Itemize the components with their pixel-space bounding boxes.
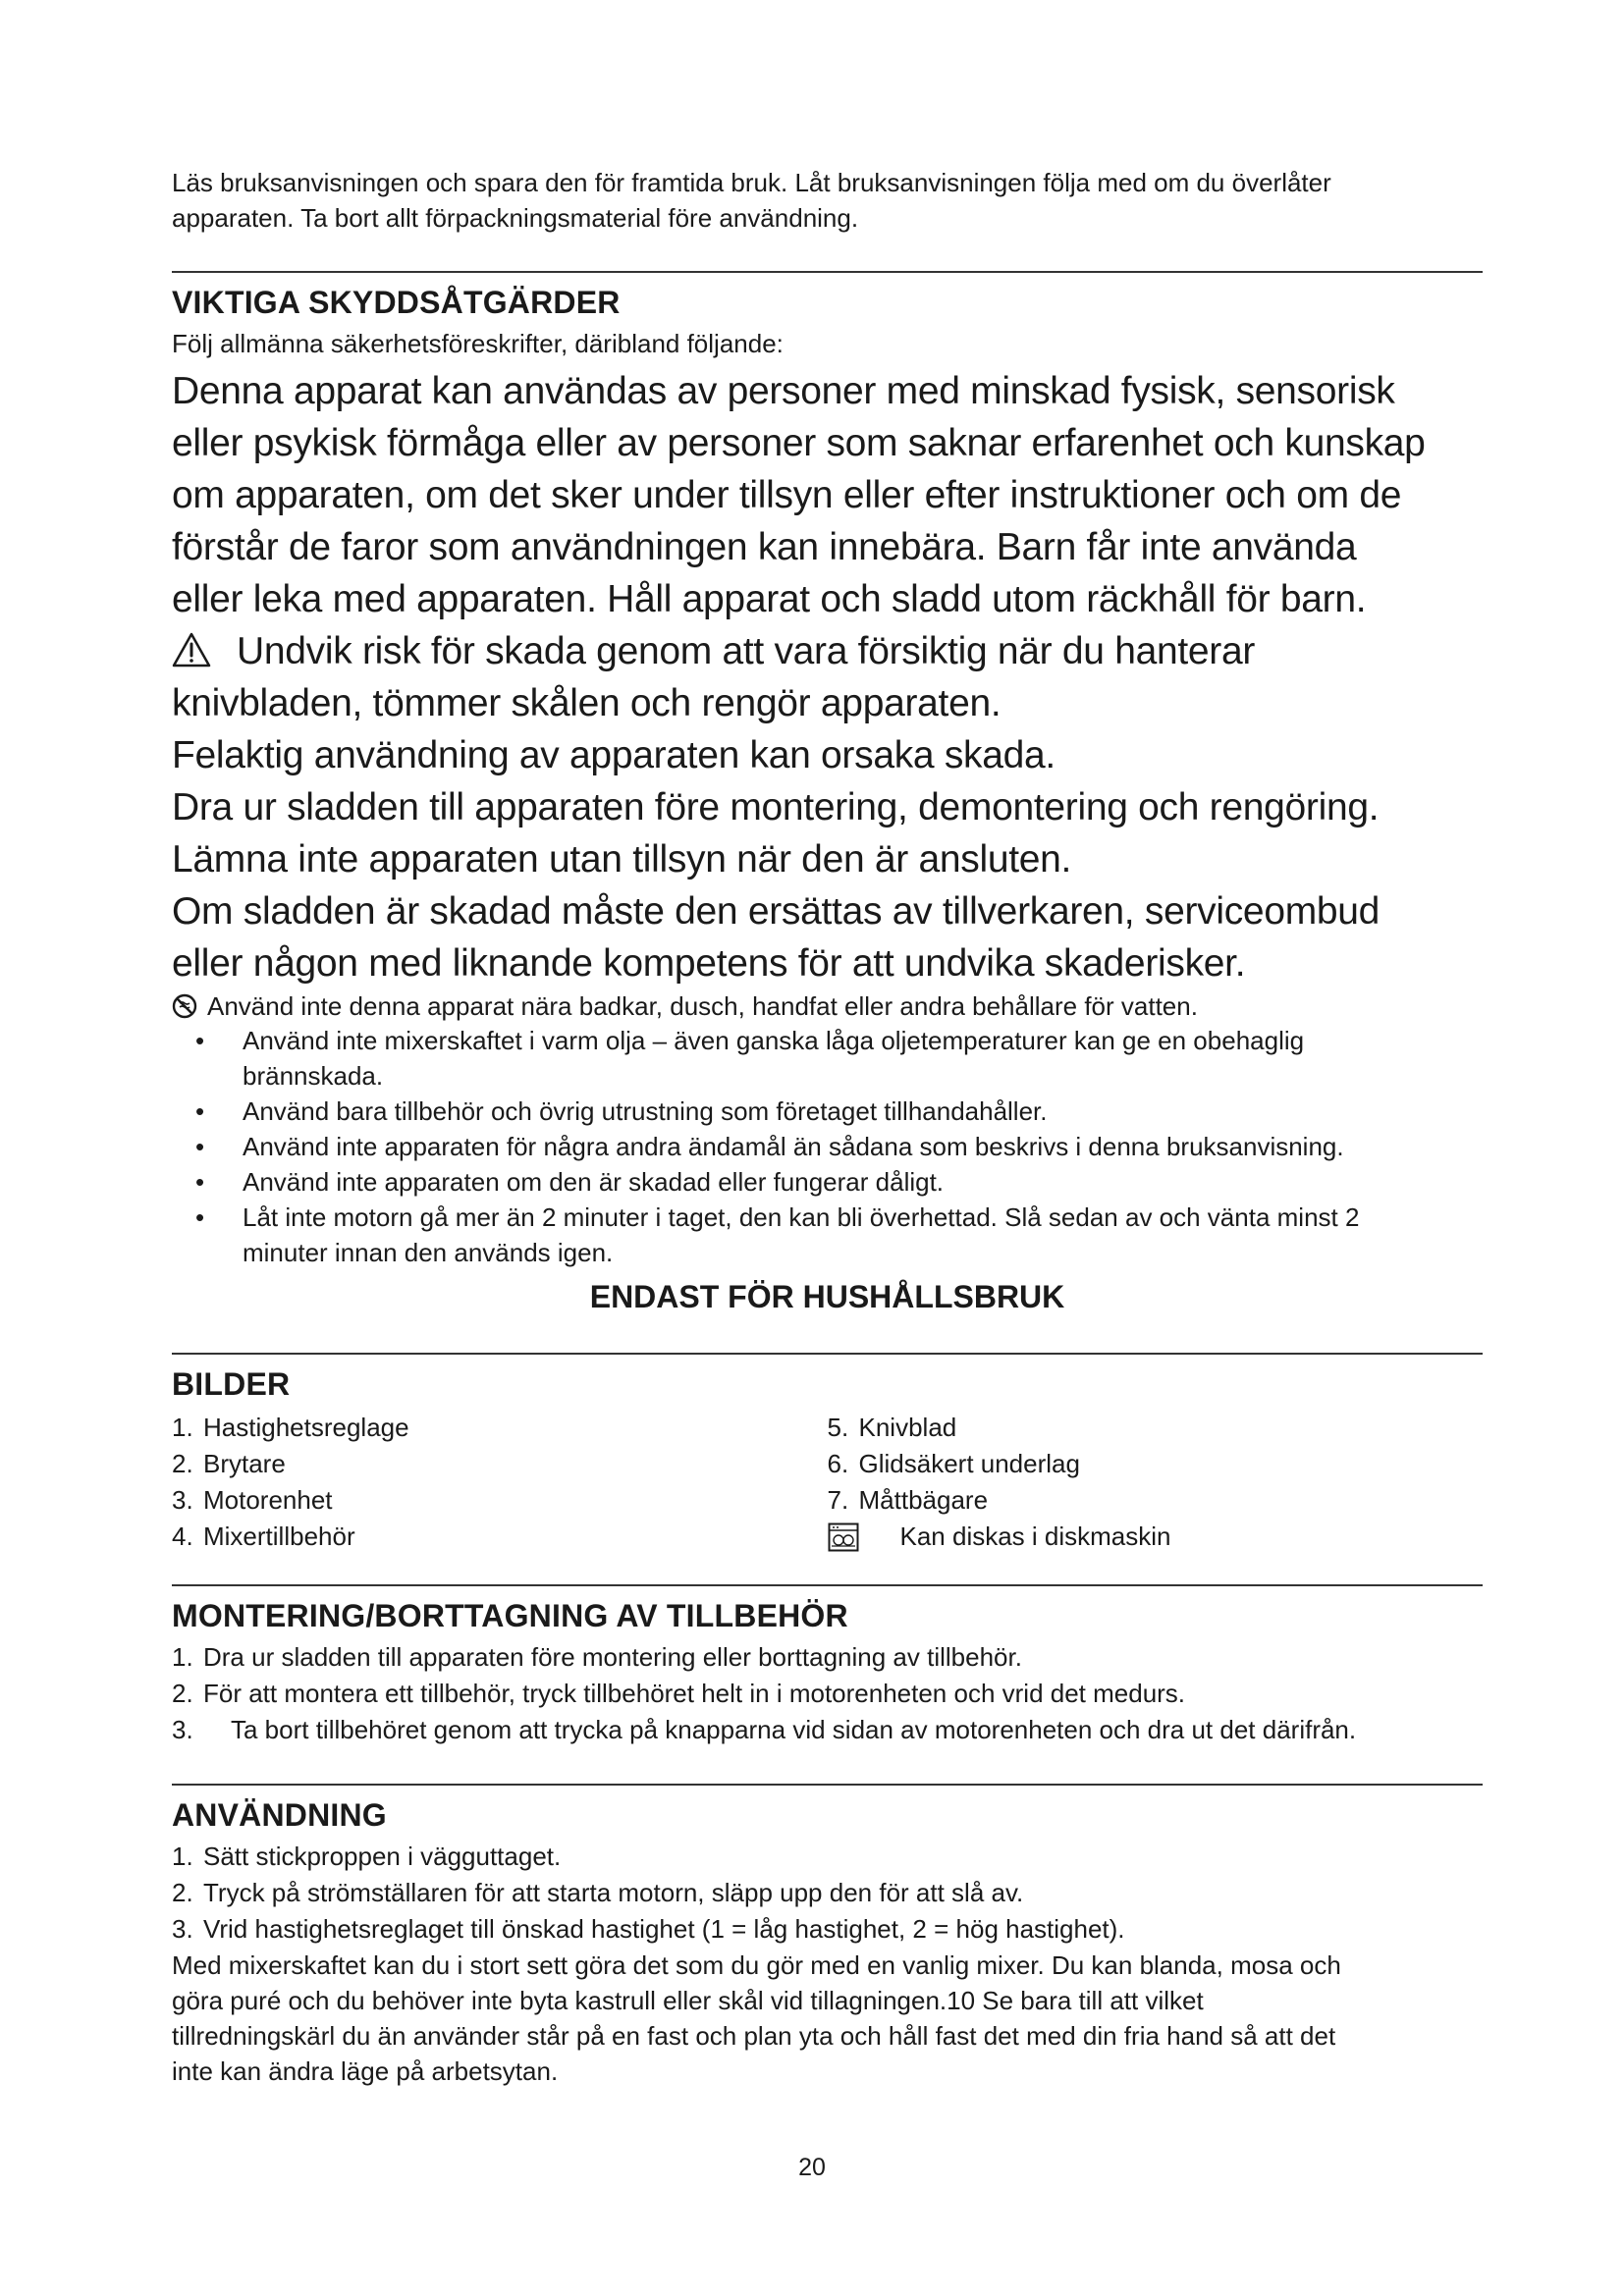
bullet: • — [195, 1202, 205, 1232]
list-item: • Använd inte apparaten för några andra ändamål än sådana som beskrivs i denna bruksanvisning. — [172, 1129, 1483, 1164]
intro-line: apparaten. Ta bort allt förpackningsmaterial före användning. — [172, 203, 859, 233]
section-divider — [172, 1584, 1483, 1586]
list-item: • Använd bara tillbehör och övrig utrustning som företaget tillhandahåller. — [172, 1094, 1483, 1129]
list-item: 7. Måttbägare — [827, 1485, 989, 1515]
list-item: 5. Knivblad — [827, 1413, 957, 1442]
assembly-section — [172, 1584, 1483, 1748]
list-item: • Låt inte motorn gå mer än 2 minuter i taget, den kan bli överhettad. Slå sedan av och vänta minst 2 minuter innan den används igen. — [172, 1200, 1483, 1270]
dishwasher-note — [828, 1519, 1484, 1555]
paragraph-line: Med mixerskaftet kan du i stort sett göra det som du gör med en vanlig mixer. Du kan blanda, mosa och — [172, 1950, 1341, 1980]
intro-line: Läs bruksanvisningen och spara den för framtida bruk. Låt bruksanvisningen följa med om du överlåter — [172, 168, 1331, 197]
safety-section — [172, 271, 1483, 1317]
safety-heading: VIKTIGA SKYDDSÅTGÄRDER — [172, 285, 621, 320]
assembly-heading: MONTERING/BORTTAGNING AV TILLBEHÖR — [172, 1598, 848, 1633]
pictures-section — [172, 1353, 1483, 1555]
dishwasher-text: Kan diskas i diskmaskin — [899, 1522, 1171, 1551]
page-number: 20 — [798, 2154, 826, 2181]
safety-large-text — [172, 365, 1483, 989]
intro-paragraph — [172, 165, 1483, 236]
household-use-notice: ENDAST FÖR HUSHÅLLSBRUK — [589, 1279, 1065, 1314]
usage-paragraph — [172, 1948, 1483, 2089]
bullet: • — [195, 1132, 205, 1161]
large-line: eller någon med liknande kompetens för att undvika skaderisker. — [172, 942, 1246, 985]
list-item: 2. Tryck på strömställaren för att starta motorn, släpp upp den för att slå av. — [172, 1878, 1024, 1907]
list-item: • Använd inte mixerskaftet i varm olja – även ganska låga oljetemperaturer kan ge en obehaglig brännskada. — [172, 1023, 1483, 1094]
warning-line — [172, 625, 1483, 677]
list-item: 1. Sätt stickproppen i vägguttaget. — [172, 1842, 562, 1871]
large-line: förstår de faror som användningen kan innebära. Barn får inte använda — [172, 526, 1357, 568]
list-item: 1. Hastighetsreglage — [172, 1413, 409, 1442]
bullet: • — [195, 1026, 205, 1055]
assembly-steps — [172, 1639, 1483, 1748]
usage-heading: ANVÄNDNING — [172, 1797, 387, 1833]
parts-column-right — [828, 1410, 1484, 1555]
large-line: eller leka med apparaten. Håll apparat och sladd utom räckhåll för barn. — [172, 578, 1367, 620]
dishwasher-icon — [828, 1522, 859, 1552]
list-item: 1. Dra ur sladden till apparaten före montering eller borttagning av tillbehör. — [172, 1642, 1022, 1672]
no-water-text: Använd inte denna apparat nära badkar, dusch, handfat eller andra behållare för vatten. — [207, 991, 1198, 1021]
list-item: 2. Brytare — [172, 1449, 286, 1478]
safety-bullet-list — [172, 1023, 1483, 1270]
large-line: Felaktig användning av apparaten kan orsaka skada. — [172, 734, 1056, 776]
warning-text: Undvik risk för skada genom att vara försiktig när du hanterar — [237, 630, 1256, 672]
parts-column-left — [172, 1410, 828, 1555]
large-line: Om sladden är skadad måste den ersättas av tillverkaren, serviceombud — [172, 890, 1380, 933]
section-divider — [172, 271, 1483, 273]
list-item: 3. Vrid hastighetsreglaget till önskad hastighet (1 = låg hastighet, 2 = hög hastighet). — [172, 1914, 1125, 1944]
list-item: 2. För att montera ett tillbehör, tryck tillbehöret helt in i motorenheten och vrid det medurs. — [172, 1679, 1186, 1708]
bullet: • — [195, 1167, 205, 1197]
paragraph-line: inte kan ändra läge på arbetsytan. — [172, 2056, 559, 2086]
list-item: • Använd inte apparaten om den är skadad eller fungerar dåligt. — [172, 1164, 1483, 1200]
large-line: Dra ur sladden till apparaten före montering, demontering och rengöring. — [172, 786, 1380, 828]
no-water-warning — [172, 989, 1483, 1023]
large-line: knivbladen, tömmer skålen och rengör apparaten. — [172, 682, 1001, 724]
section-divider — [172, 1353, 1483, 1355]
large-line: om apparaten, om det sker under tillsyn eller efter instruktioner och om de — [172, 474, 1402, 516]
list-item: 3. Ta bort tillbehöret genom att trycka på knapparna vid sidan av motorenheten och dra ut det därifrån. — [172, 1715, 1357, 1744]
page-content — [172, 165, 1483, 2089]
large-line: Denna apparat kan användas av personer med minskad fysisk, sensorisk — [172, 370, 1395, 412]
pictures-heading: BILDER — [172, 1366, 291, 1402]
paragraph-line: tillredningskärl du än använder står på en fast och plan yta och håll fast det med din fria hand så att det — [172, 2021, 1336, 2051]
bullet: • — [195, 1096, 205, 1126]
list-item: 6. Glidsäkert underlag — [827, 1449, 1080, 1478]
large-line: Lämna inte apparaten utan tillsyn när den är ansluten. — [172, 838, 1072, 881]
list-item: 4. Mixertillbehör — [172, 1522, 355, 1551]
large-line: eller psykisk förmåga eller av personer som saknar erfarenhet och kunskap — [172, 422, 1426, 464]
warning-triangle-icon — [172, 632, 211, 667]
no-immersion-icon — [172, 993, 197, 1019]
parts-list — [172, 1410, 1483, 1555]
safety-subheading: Följ allmänna säkerhetsföreskrifter, däribland följande: — [172, 329, 784, 358]
list-item: 3. Motorenhet — [172, 1485, 333, 1515]
usage-steps — [172, 1839, 1483, 1948]
section-divider — [172, 1784, 1483, 1786]
paragraph-line: göra puré och du behöver inte byta kastrull eller skål vid tillagningen.10 Se bara till att vilket — [172, 1986, 1204, 2015]
usage-section — [172, 1784, 1483, 2089]
